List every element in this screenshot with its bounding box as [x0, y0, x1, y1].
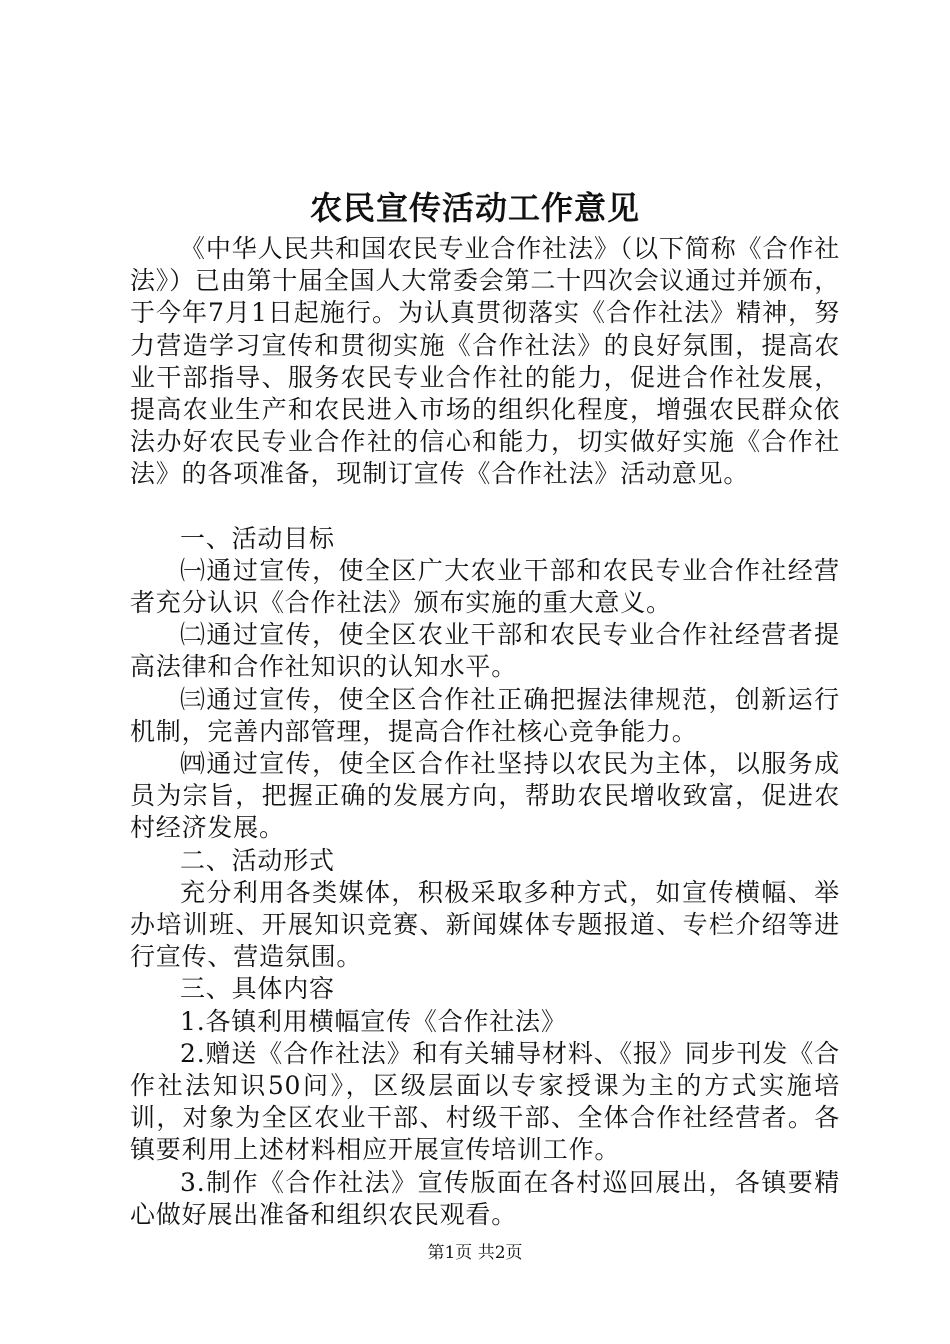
document-body [130, 233, 840, 1231]
goal-item-3: ㈢通过宣传，使全区合作社正确把握法律规范，创新运行机制，完善内部管理，提高合作社核心竞争能力。 [130, 684, 840, 746]
content-item-1: 1.各镇利用横幅宣传《合作社法》 [180, 1006, 567, 1036]
forms-paragraph: 充分利用各类媒体，积极采取多种方式，如宣传横幅、举办培训班、开展知识竞赛、新闻媒体专题报道、专栏介绍等进行宣传、营造氛围。 [130, 877, 840, 972]
paragraph-spacer [130, 491, 840, 523]
section-heading-forms: 二、活动形式 [180, 845, 335, 875]
goal-item-2: ㈡通过宣传，使全区农业干部和农民专业合作社经营者提高法律和合作社知识的认知水平。 [130, 620, 840, 682]
document-title: 农民宣传活动工作意见 [309, 189, 640, 227]
content-item-3: 3.制作《合作社法》宣传版面在各村巡回展出，各镇要精心做好展出准备和组织农民观看。 [130, 1167, 840, 1229]
intro-paragraph: 《中华人民共和国农民专业合作社法》（以下简称《合作社法》）已由第十届全国人大常委会第二十四次会议通过并颁布，于今年7月1日起施行。为认真贯彻落实《合作社法》精神，努力营造学习宣传和贯彻实施《合作社法》的良好氛围，提高农业干部指导、服务农民专业合作社的能力，促进合作社发展，提高农业生产和农民进入市场的组织化程度，增强农民群众依法办好农民专业合作社的信心和能力，切实做好实施《合作社法》的各项准备，现制订宣传《合作社法》活动意见。 [130, 234, 840, 489]
section-heading-goals: 一、活动目标 [180, 523, 335, 553]
goal-item-4: ㈣通过宣传，使全区合作社坚持以农民为主体，以服务成员为宗旨，把握正确的发展方向，帮助农民增收致富，促进农村经济发展。 [130, 749, 840, 843]
page-footer: 第1页 共2页 [427, 1243, 523, 1263]
goal-item-1: ㈠通过宣传，使全区广大农业干部和农民专业合作社经营者充分认识《合作社法》颁布实施的重大意义。 [130, 555, 840, 618]
content-item-2: 2.赠送《合作社法》和有关辅导材料、《报》同步刊发《合作社法知识50问》，区级层面以专家授课为主的方式实施培训，对象为全区农业干部、村级干部、全体合作社经营者。各镇要利用上述材料相应开展宣传培训工作。 [130, 1038, 840, 1165]
section-heading-content: 三、具体内容 [180, 974, 335, 1004]
